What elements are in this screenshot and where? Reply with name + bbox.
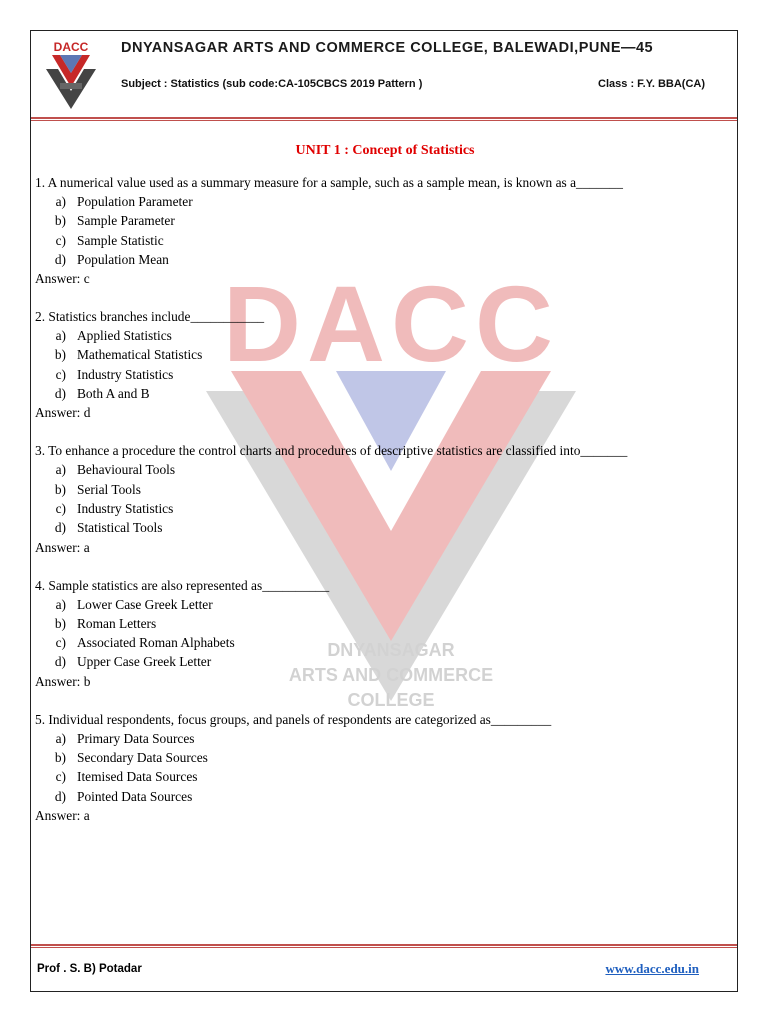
option-letter: c) [55, 500, 66, 516]
option-item [35, 326, 735, 345]
option-item [35, 480, 735, 499]
option-item [35, 384, 735, 403]
option-item [35, 365, 735, 384]
answer-line: Answer: a [35, 539, 90, 555]
option-text: Statistical Tools [77, 520, 163, 536]
option-item [35, 614, 735, 633]
option-item [35, 787, 735, 806]
option-item [35, 729, 735, 748]
option-letter: a) [55, 730, 66, 746]
option-letter: c) [55, 232, 66, 248]
option-text: Secondary Data Sources [77, 750, 208, 766]
option-item [35, 250, 735, 269]
question-text: 2. Statistics branches include___________ [35, 309, 265, 325]
college-name: DNYANSAGAR ARTS AND COMMERCE COLLEGE, BALEWADI,PUNE—45 [121, 40, 654, 56]
option-list [35, 192, 735, 269]
question-block [35, 441, 735, 556]
watermark-letters: DACC [223, 263, 559, 384]
question-block [35, 576, 735, 691]
option-text: Upper Case Greek Letter [77, 654, 212, 670]
option-item [35, 192, 735, 211]
option-letter: d) [54, 788, 66, 804]
option-item [35, 211, 735, 230]
option-text: Primary Data Sources [77, 730, 195, 746]
option-letter: b) [54, 481, 66, 497]
option-item [35, 633, 735, 652]
question-block [35, 173, 735, 288]
answer-line: Answer: c [35, 271, 90, 287]
option-text: Pointed Data Sources [77, 788, 193, 804]
logo-letters: DACC [53, 40, 89, 54]
answer-line: Answer: d [35, 405, 91, 421]
class-line: Class : F.Y. BBA(CA) [598, 78, 705, 90]
option-item [35, 518, 735, 537]
option-letter: d) [54, 251, 66, 267]
option-letter: c) [55, 366, 66, 382]
dacc-logo [40, 39, 102, 113]
footer-rule [31, 944, 737, 946]
watermark-line1: DNYANSAGAR [327, 640, 455, 660]
question-text: 4. Sample statistics are also represented as__________ [35, 577, 330, 593]
option-text: Both A and B [77, 386, 150, 402]
option-text: Itemised Data Sources [77, 769, 198, 785]
page-header [31, 31, 737, 119]
option-letter: d) [54, 654, 66, 670]
option-letter: b) [54, 615, 66, 631]
footer-author: Prof . S. B) Potadar [37, 963, 142, 975]
option-item [35, 767, 735, 786]
option-text: Behavioural Tools [77, 462, 176, 478]
option-text: Industry Statistics [77, 500, 174, 516]
question-text: 3. To enhance a procedure the control charts and procedures of descriptive statistics are classified into_______ [35, 443, 628, 459]
option-list [35, 326, 735, 403]
watermark-line2: ARTS AND COMMERCE [288, 665, 494, 685]
option-text: Population Mean [77, 251, 169, 267]
option-letter: d) [54, 386, 66, 402]
option-text: Industry Statistics [77, 366, 174, 382]
option-letter: c) [55, 635, 66, 651]
option-item [35, 345, 735, 364]
option-letter: b) [54, 347, 66, 363]
option-letter: c) [55, 769, 66, 785]
option-letter: a) [55, 194, 66, 209]
option-letter: d) [54, 520, 66, 536]
header-rule [31, 117, 737, 119]
website-link[interactable]: www.dacc.edu.in [605, 961, 699, 976]
option-list [35, 595, 735, 672]
question-text: 1. A numerical value used as a summary measure for a sample, such as a sample mean, is known as a_______ [35, 175, 623, 190]
option-item [35, 460, 735, 479]
option-text: Applied Statistics [77, 328, 172, 344]
option-text: Sample Parameter [77, 213, 175, 229]
option-letter: b) [54, 213, 66, 229]
answer-line: Answer: b [35, 673, 91, 689]
mcq-content [35, 143, 735, 844]
option-text: Lower Case Greek Letter [77, 596, 213, 612]
option-letter: a) [55, 462, 66, 478]
option-letter: a) [55, 596, 66, 612]
option-letter: b) [54, 750, 66, 766]
document-page [30, 30, 738, 992]
question-block [35, 710, 735, 825]
header-rule-thin [31, 120, 737, 121]
logo-band [60, 83, 82, 89]
option-text: Serial Tools [77, 481, 141, 497]
option-text: Population Parameter [77, 194, 193, 209]
option-letter: a) [55, 328, 66, 344]
footer-rule-thin [31, 947, 737, 948]
option-item [35, 595, 735, 614]
option-item [35, 499, 735, 518]
question-text: 5. Individual respondents, focus groups, and panels of respondents are categorized as_________ [35, 711, 552, 727]
answer-line: Answer: a [35, 807, 90, 823]
option-text: Sample Statistic [77, 232, 164, 248]
option-list [35, 729, 735, 806]
option-text: Roman Letters [77, 615, 157, 631]
option-text: Mathematical Statistics [77, 347, 203, 363]
option-item [35, 231, 735, 250]
question-block [35, 307, 735, 422]
subject-line: Subject : Statistics (sub code:CA-105CBCS 2019 Pattern ) [121, 78, 423, 90]
option-text: Associated Roman Alphabets [77, 635, 235, 651]
option-item [35, 652, 735, 671]
option-list [35, 460, 735, 537]
watermark-line3: COLLEGE [347, 690, 435, 710]
option-item [35, 748, 735, 767]
unit-title: UNIT 1 : Concept of Statistics [295, 143, 475, 158]
